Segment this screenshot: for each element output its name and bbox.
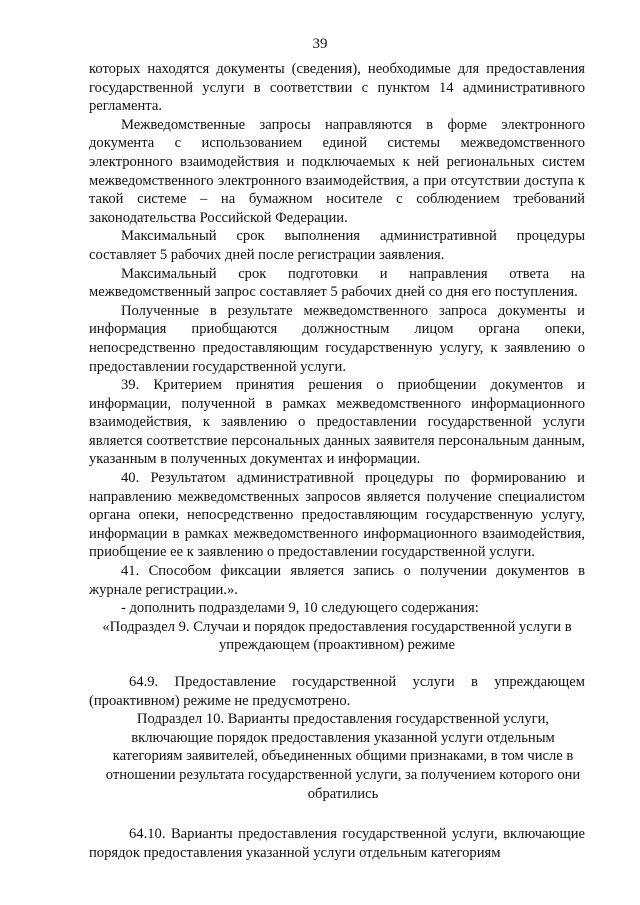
paragraph-item-64-10: 64.10. Варианты предоставления государственной услуги, включающие порядок предоставления указанной услуги отдельным категориям — [89, 826, 585, 861]
paragraph-item-41: 41. Способом фиксации является запись о получении документов в журнале регистрации.». — [89, 563, 585, 598]
paragraph-max-response-time: Максимальный срок подготовки и направления ответа на межведомственный запрос составляет 5 рабочих дней со дня его поступления. — [89, 265, 585, 301]
paragraph-item-39: 39. Критерием принятия решения о приобщении документов и информации, полученной в рамках межведомственного информационного взаимодействия, к заявлению о предоставлении государственной услуги является соответствие персональных данных заявителя персональным данным, указанным в полученных документах и информации. — [89, 377, 585, 468]
page-number: 39 — [312, 36, 328, 52]
spacer — [89, 655, 585, 673]
paragraph-max-procedure-time: Максимальный срок выполнения административной процедуры составляет 5 рабочих дней после регистрации заявления. — [89, 228, 585, 263]
document-body — [89, 60, 585, 862]
paragraph-interagency-requests: Межведомственные запросы направляются в форме электронного документа с использованием единой системы межведомственного электронного взаимодействия и подключаемых к ней региональных систем межведомственного электронного взаимодействия, а при отсутствии доступа к такой системе – на бумажном носителе с соблюдением требований законодательства Российской Федерации. — [89, 116, 585, 226]
subsection-9-heading: «Подраздел 9. Случаи и порядок предоставления государственной услуги в упреждающем (проактивном) режиме — [102, 618, 572, 654]
paragraph-amendment-intro: - дополнить подразделами 9, 10 следующего содержания: — [121, 600, 479, 617]
paragraph-continuation: которых находятся документы (сведения), необходимые для предоставления государственной услуги в соответствии с пунктом 14 административного регламента. — [89, 61, 585, 115]
paragraph-item-40: 40. Результатом административной процедуры по формированию и направлению межведомственных запросов является получение специалистом органа опеки, непосредственно предоставляющим государственную услугу, информации в рамках межведомственного информационного взаимодействия, приобщение ее к заявлению о предоставлении государственной услуги. — [89, 470, 585, 561]
paragraph-received-documents: Полученные в результате межведомственного запроса документы и информация приобщаются должностным лицом органа опеки, непосредственно предоставляющим государственную услугу, к заявлению о предоставлении государственной услуги. — [89, 302, 585, 375]
subsection-10-heading: Подраздел 10. Варианты предоставления государственной услуги, включающие порядок предоставления указанной услуги отдельным категориям заявителей, объединенных общими признаками, в том числе в отношении результата государственной услуги, за получением которого они обратились — [105, 711, 581, 802]
paragraph-item-64-9: 64.9. Предоставление государственной услуги в упреждающем (проактивном) режиме не предусмотрено. — [89, 674, 585, 709]
spacer — [89, 803, 585, 825]
